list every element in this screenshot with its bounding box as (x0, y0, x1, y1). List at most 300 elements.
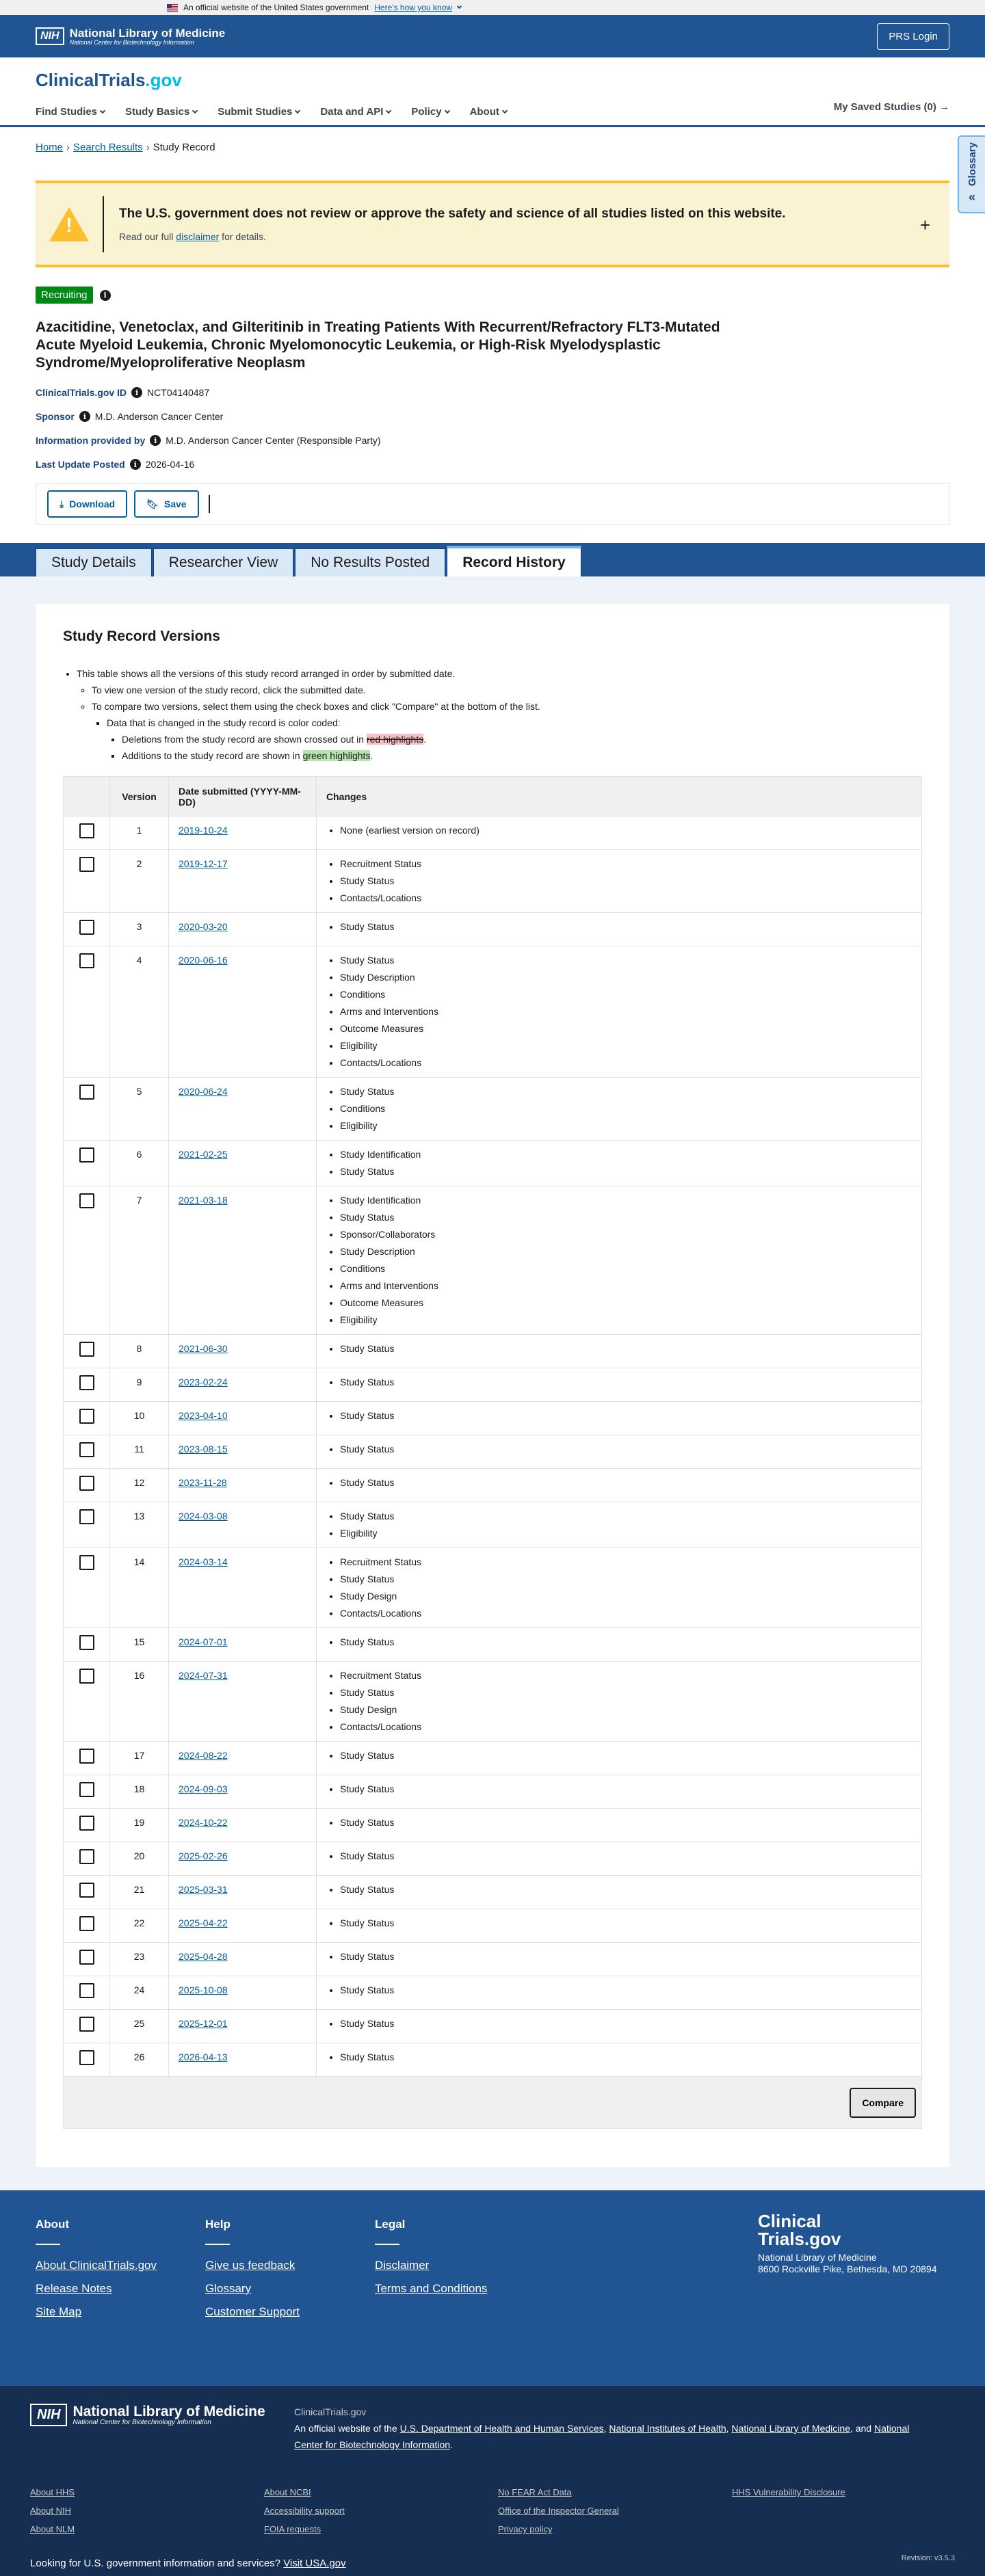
nav-item-label: About (469, 106, 499, 118)
changes-cell (317, 1368, 922, 1402)
version-checkbox[interactable] (79, 953, 94, 968)
date-cell (169, 1976, 317, 2010)
table-row (64, 1141, 922, 1186)
info-provided-label: Information provided by (36, 435, 146, 446)
compare-instr-text: To compare two versions, select them using the check boxes and click "Compare" at the bottom of the list. (92, 701, 540, 712)
version-date-link[interactable]: 2021-03-18 (179, 1195, 228, 1206)
study-meta (0, 372, 985, 470)
revision-text: Revision: v3.5.3 (901, 2554, 955, 2562)
change-item: • Study Status (340, 2049, 912, 2066)
changes-cell (317, 1842, 922, 1876)
sponsor-value: M.D. Anderson Cancer Center (94, 411, 224, 422)
nih-logo-icon: NIH (36, 27, 64, 45)
footer-link-release-notes[interactable]: Release Notes (36, 2282, 112, 2295)
info-icon[interactable]: i (150, 435, 161, 446)
changes-cell (317, 1141, 922, 1186)
version-number: 16 (110, 1662, 169, 1742)
changes-cell (317, 1976, 922, 2010)
footer-logo-line2: Trials.gov (758, 2229, 841, 2249)
link-about-nih[interactable]: About NIH (30, 2506, 71, 2516)
meta-info-row (36, 435, 949, 446)
hhs-link[interactable]: U.S. Department of Health and Human Services (399, 2423, 604, 2434)
changes-cell (317, 1662, 922, 1742)
version-checkbox[interactable] (79, 920, 94, 935)
changes-cell (317, 1186, 922, 1335)
change-item: • Eligibility (340, 1037, 912, 1054)
chevrons-left-icon: « (968, 190, 975, 204)
link-about-nlm[interactable]: About NLM (30, 2524, 75, 2534)
nlm-link[interactable]: National Library of Medicine (731, 2423, 850, 2434)
select-cell (64, 1628, 110, 1662)
version-date-link[interactable]: 2024-03-08 (179, 1511, 228, 1522)
meta-update-row (36, 459, 949, 470)
version-number: 24 (110, 1976, 169, 2010)
change-item: • Study Status (340, 1948, 912, 1965)
glossary-label: Glossary (966, 142, 978, 187)
version-date-link[interactable]: 2020-03-20 (179, 921, 228, 932)
change-item: • Study Status (340, 1634, 912, 1651)
study-tabs (0, 543, 985, 576)
footer-link-site-map[interactable]: Site Map (36, 2305, 82, 2318)
version-date-link[interactable]: 2025-04-28 (179, 1951, 228, 1962)
date-cell (169, 1435, 317, 1469)
nav-item[interactable] (320, 106, 391, 118)
date-cell (169, 1186, 317, 1335)
change-item: • Study Description (340, 1243, 912, 1260)
change-item: • Contacts/Locations (340, 1718, 912, 1736)
changes-cell (317, 946, 922, 1078)
update-value: 2026-04-16 (145, 459, 195, 470)
change-item: • Study Status (340, 1982, 912, 1999)
version-number: 19 (110, 1809, 169, 1842)
footer2-ct: ClinicalTrials.gov (294, 2406, 367, 2417)
changes-cell (317, 1775, 922, 1809)
us-flag-icon (167, 4, 178, 12)
select-cell (64, 946, 110, 1078)
date-cell (169, 1548, 317, 1628)
download-label: Download (69, 499, 116, 509)
version-date-link[interactable]: 2025-12-01 (179, 2018, 228, 2029)
select-cell (64, 1186, 110, 1335)
sponsor-label: Sponsor (36, 411, 75, 422)
address-line2: 8600 Rockville Pike, Bethesda, MD 20894 (758, 2263, 937, 2274)
footer-link-support[interactable]: Customer Support (205, 2305, 300, 2318)
select-cell (64, 913, 110, 946)
info-icon[interactable]: i (100, 290, 111, 301)
version-date-link[interactable]: 2023-02-24 (179, 1377, 228, 1387)
record-history-section (0, 576, 985, 2190)
download-button[interactable] (47, 490, 127, 518)
version-date-link[interactable]: 2021-02-25 (179, 1149, 228, 1160)
warning-icon (49, 207, 89, 241)
change-item: • Study Status (340, 1163, 912, 1180)
change-item: • Study Status (340, 952, 912, 969)
date-cell (169, 2010, 317, 2043)
select-cell (64, 1548, 110, 1628)
red-highlight-sample: red highlights (366, 734, 424, 745)
study-title: Azacitidine, Venetoclax, and Gilteritinib in Treating Patients With Recurrent/Refractory FLT3-Mutated Acute Myeloid Leukemia, Chronic Myelomonocytic Leukemia, or High-Risk Myelodysplastic Syndrome/Myeloproliferative Neoplasm (36, 319, 720, 371)
version-checkbox[interactable] (79, 1342, 94, 1357)
version-date-link[interactable]: 2024-09-03 (179, 1783, 228, 1794)
instr-intro (77, 665, 922, 764)
version-checkbox[interactable] (79, 1375, 94, 1390)
changes-cell (317, 1909, 922, 1943)
footer-logo[interactable] (758, 2212, 956, 2248)
arrow-right-icon: → (939, 101, 949, 113)
date-cell (169, 816, 317, 850)
change-item: • Study Status (340, 1340, 912, 1357)
version-checkbox[interactable] (79, 2017, 94, 2032)
nlm-footer-logo[interactable] (30, 2404, 294, 2426)
select-cell (64, 1809, 110, 1842)
table-row (64, 1435, 922, 1469)
version-date-link[interactable]: 2024-07-01 (179, 1636, 228, 1647)
version-checkbox[interactable] (79, 1509, 94, 1524)
meta-id-row (36, 387, 949, 398)
select-cell (64, 1402, 110, 1435)
version-date-link[interactable]: 2025-02-26 (179, 1850, 228, 1861)
change-item: • Contacts/Locations (340, 1054, 912, 1072)
breadcrumb-search-results[interactable]: Search Results (73, 142, 143, 153)
instr-compare (92, 698, 922, 764)
version-checkbox[interactable] (79, 1442, 94, 1457)
date-cell (169, 1078, 317, 1141)
version-date-link[interactable]: 2024-07-31 (179, 1670, 228, 1681)
date-cell (169, 1469, 317, 1502)
change-item: • Study Status (340, 1915, 912, 1932)
change-item: • Study Status (340, 873, 912, 890)
meta-sponsor-row (36, 411, 949, 422)
version-date-link[interactable]: 2023-11-28 (179, 1477, 227, 1488)
nih-link[interactable]: National Institutes of Health (609, 2423, 726, 2434)
version-checkbox[interactable] (79, 2050, 94, 2065)
date-cell (169, 1842, 317, 1876)
version-number: 21 (110, 1876, 169, 1909)
changes-cell (317, 1435, 922, 1469)
version-number: 25 (110, 2010, 169, 2043)
tab-study-details[interactable]: Study Details (36, 548, 152, 576)
version-date-link[interactable]: 2023-04-10 (179, 1410, 228, 1421)
tab-record-history[interactable]: Record History (447, 546, 581, 576)
table-row (64, 1502, 922, 1548)
version-number: 13 (110, 1502, 169, 1548)
versions-table (63, 776, 922, 2129)
version-checkbox[interactable] (79, 1849, 94, 1864)
version-number: 10 (110, 1402, 169, 1435)
compare-button[interactable]: Compare (850, 2088, 916, 2118)
change-item: • Study Status (340, 1374, 912, 1391)
site-header (0, 57, 985, 127)
footer-link-terms[interactable]: Terms and Conditions (375, 2282, 488, 2295)
gov-banner (0, 0, 985, 15)
change-item: • Study Status (340, 1814, 912, 1831)
link-hhs-vulnerability[interactable]: HHS Vulnerability Disclosure (732, 2487, 845, 2497)
table-row (64, 2043, 922, 2077)
version-number: 8 (110, 1335, 169, 1368)
change-item: • Eligibility (340, 1312, 912, 1329)
footer-link-glossary[interactable]: Glossary (205, 2282, 252, 2295)
select-cell (64, 1775, 110, 1809)
version-checkbox[interactable] (79, 1983, 94, 1998)
version-date-link[interactable]: 2021-06-30 (179, 1343, 228, 1354)
tab-no-results-posted[interactable]: No Results Posted (295, 548, 445, 576)
footer-link-feedback[interactable]: Give us feedback (205, 2259, 296, 2272)
update-label: Last Update Posted (36, 459, 125, 470)
version-checkbox[interactable] (79, 1916, 94, 1931)
version-number: 20 (110, 1842, 169, 1876)
version-date-link[interactable]: 2020-06-24 (179, 1086, 228, 1097)
version-checkbox[interactable] (79, 857, 94, 872)
version-checkbox[interactable] (79, 1409, 94, 1424)
chevron-down-icon (295, 107, 300, 113)
footer-address (758, 2212, 956, 2275)
select-cell (64, 1502, 110, 1548)
intro-text: This table shows all the versions of this study record arranged in order by submitted date. (77, 668, 456, 679)
change-item: • Study Design (340, 1588, 912, 1605)
status-row (0, 267, 985, 304)
date-cell (169, 1335, 317, 1368)
change-item: • Outcome Measures (340, 1020, 912, 1037)
date-cell (169, 1909, 317, 1943)
link-about-hhs[interactable]: About HHS (30, 2487, 75, 2497)
site-footer (0, 2190, 985, 2386)
nav-item[interactable] (36, 106, 105, 118)
address-line1: National Library of Medicine (758, 2252, 877, 2263)
table-row (64, 1548, 922, 1628)
version-number: 4 (110, 946, 169, 1078)
logo-main-text: ClinicalTrials (36, 70, 146, 90)
save-button[interactable] (134, 490, 198, 518)
change-item: • Study Identification (340, 1192, 912, 1209)
version-date-link[interactable]: 2025-03-31 (179, 1884, 228, 1895)
expand-plus-icon[interactable]: + (919, 215, 930, 235)
select-cell (64, 2043, 110, 2077)
change-item: • Study Status (340, 1508, 912, 1525)
date-cell (169, 1775, 317, 1809)
breadcrumb (0, 127, 985, 153)
version-date-link[interactable]: 2023-08-15 (179, 1444, 228, 1455)
link-accessibility[interactable]: Accessibility support (264, 2506, 345, 2516)
changes-cell (317, 1809, 922, 1842)
how-you-know-link[interactable]: Here's how you know (374, 3, 452, 12)
usa-gov-link[interactable]: Visit USA.gov (283, 2558, 346, 2569)
footer-legal (375, 2218, 544, 2328)
change-item: • None (earliest version on record) (340, 822, 912, 839)
nih-logo-icon: NIH (30, 2404, 67, 2426)
version-checkbox[interactable] (79, 1883, 94, 1898)
select-cell (64, 1909, 110, 1943)
green-highlight-sample: green highlights (302, 750, 371, 761)
change-item: • Conditions (340, 986, 912, 1003)
changes-cell (317, 816, 922, 850)
select-cell (64, 1368, 110, 1402)
footer-link-about-ct[interactable]: About ClinicalTrials.gov (36, 2259, 157, 2272)
official-site-text: ClinicalTrials.gov An official website of the U.S. Department of Health and Human Services, National Institutes of Health, National Library of Medicine, and National Center for Biotechnology Information. (294, 2404, 930, 2453)
link-privacy[interactable]: Privacy policy (498, 2524, 553, 2534)
date-cell (169, 1809, 317, 1842)
change-item: • Study Status (340, 1684, 912, 1701)
alert-text-after: for details. (219, 230, 266, 242)
version-checkbox[interactable] (79, 1193, 94, 1208)
glossary-toggle[interactable] (958, 135, 985, 213)
version-number: 15 (110, 1628, 169, 1662)
version-number: 1 (110, 816, 169, 850)
version-checkbox[interactable] (79, 1635, 94, 1650)
select-cell (64, 1742, 110, 1775)
version-date-link[interactable]: 2019-12-17 (179, 858, 228, 869)
date-cell (169, 1876, 317, 1909)
table-row (64, 1943, 922, 1976)
instr-deletions: ▪ Deletions from the study record are shown crossed out in red highlights. (122, 731, 922, 747)
change-item: • Study Status (340, 1571, 912, 1588)
version-number: 2 (110, 850, 169, 913)
version-date-link[interactable]: 2026-04-13 (179, 2051, 228, 2062)
version-checkbox[interactable] (79, 823, 94, 838)
nav-item[interactable] (411, 106, 449, 118)
changes-cell (317, 1876, 922, 1909)
link-no-fear[interactable]: No FEAR Act Data (498, 2487, 572, 2497)
chevron-down-icon (100, 107, 105, 113)
info-icon[interactable]: i (131, 387, 142, 398)
nlm-title: National Library of Medicine (69, 26, 226, 40)
logo-suffix-text: .gov (145, 70, 182, 90)
divider (209, 495, 210, 513)
version-date-link[interactable]: 2025-04-22 (179, 1917, 228, 1928)
nav-item-label: Submit Studies (218, 106, 293, 118)
link-foia[interactable]: FOIA requests (264, 2524, 321, 2534)
version-checkbox[interactable] (79, 1669, 94, 1684)
save-label: Save (163, 499, 187, 509)
changes-cell (317, 913, 922, 946)
ncbi-link[interactable]: National Center for Biotechnology Information (294, 2423, 910, 2450)
date-cell (169, 1628, 317, 1662)
breadcrumb-home[interactable]: Home (36, 142, 64, 153)
table-row (64, 816, 922, 850)
table-row (64, 1909, 922, 1943)
version-date-link[interactable]: 2019-10-24 (179, 825, 228, 836)
version-checkbox[interactable] (79, 1555, 94, 1570)
main-nav (36, 106, 949, 118)
date-cell (169, 1662, 317, 1742)
version-number: 3 (110, 913, 169, 946)
table-row (64, 1742, 922, 1775)
footer-legal-heading: Legal (375, 2218, 406, 2231)
and-text: and (855, 2423, 872, 2434)
date-cell (169, 1943, 317, 1976)
footer-about (36, 2218, 205, 2328)
change-item: • Study Status (340, 1881, 912, 1898)
nlm-logo[interactable] (36, 27, 225, 46)
nav-item[interactable] (218, 106, 300, 118)
table-footer-row (64, 2077, 922, 2129)
changes-cell (317, 2043, 922, 2077)
link-about-ncbi[interactable]: About NCBI (264, 2487, 311, 2497)
change-item: • Study Identification (340, 1146, 912, 1163)
chevron-right-icon: › (66, 142, 70, 153)
disclaimer-link[interactable]: disclaimer (176, 230, 220, 242)
table-row (64, 946, 922, 1078)
table-row (64, 1842, 922, 1876)
version-number: 5 (110, 1078, 169, 1141)
info-icon[interactable]: i (79, 411, 90, 422)
change-item: • Recruitment Status (340, 1667, 912, 1684)
nav-item[interactable] (470, 106, 507, 118)
select-cell (64, 850, 110, 913)
disclaimer-alert (36, 181, 949, 267)
tab-researcher-view[interactable]: Researcher View (153, 548, 294, 576)
version-number: 23 (110, 1943, 169, 1976)
chevron-down-icon (192, 107, 198, 113)
my-saved-studies-link[interactable] (834, 101, 949, 113)
footer-link-disclaimer[interactable]: Disclaimer (375, 2259, 430, 2272)
nav-item[interactable] (125, 106, 197, 118)
change-item: • Study Description (340, 969, 912, 986)
version-checkbox[interactable] (79, 1749, 94, 1764)
breadcrumb-current: Study Record (153, 142, 215, 153)
version-number: 18 (110, 1775, 169, 1809)
changes-cell (317, 2010, 922, 2043)
select-cell (64, 1842, 110, 1876)
version-checkbox[interactable] (79, 1085, 94, 1100)
table-row (64, 1186, 922, 1335)
date-cell (169, 1141, 317, 1186)
select-cell (64, 816, 110, 850)
additions-text: Additions to the study record are shown in (122, 750, 303, 761)
version-checkbox[interactable] (79, 1782, 94, 1797)
table-row (64, 1469, 922, 1502)
saved-studies-label: My Saved Studies (0) (833, 101, 936, 113)
version-date-link[interactable]: 2024-10-22 (179, 1817, 228, 1828)
nlm-header (0, 15, 985, 57)
change-item: • Study Status (340, 1474, 912, 1491)
change-item: • Conditions (340, 1260, 912, 1277)
info-icon[interactable]: i (130, 459, 141, 470)
gov-banner-text: An official website of the United States government (183, 3, 369, 12)
version-date-link[interactable]: 2024-03-14 (179, 1556, 228, 1567)
select-cell (64, 1976, 110, 2010)
changes-cell (317, 1943, 922, 1976)
nav-item-label: Data and API (320, 106, 384, 118)
nav-item-label: Study Basics (125, 106, 190, 118)
change-item: • Conditions (340, 1100, 912, 1117)
version-checkbox[interactable] (79, 1147, 94, 1163)
version-number: 6 (110, 1141, 169, 1186)
bookmark-icon: 🔖︎ (146, 498, 159, 509)
chevron-right-icon: › (146, 142, 150, 153)
version-date-link[interactable]: 2024-08-22 (179, 1750, 228, 1761)
deletions-text: Deletions from the study record are shown crossed out in (122, 734, 367, 745)
changes-cell (317, 1502, 922, 1548)
table-row (64, 1628, 922, 1662)
col-date: Date submitted (YYYY-MM-DD) (169, 777, 317, 816)
study-id: NCT04140487 (147, 387, 210, 398)
col-changes: Changes (317, 777, 922, 816)
prs-login-button[interactable]: PRS Login (877, 23, 949, 50)
version-number: 12 (110, 1469, 169, 1502)
clinicaltrials-logo[interactable] (36, 70, 949, 91)
version-checkbox[interactable] (79, 1476, 94, 1491)
versions-heading: Study Record Versions (63, 628, 220, 644)
change-item: • Study Status (340, 1441, 912, 1458)
date-cell (169, 1742, 317, 1775)
version-checkbox[interactable] (79, 1816, 94, 1831)
footer2-links (30, 2487, 955, 2534)
version-checkbox[interactable] (79, 1950, 94, 1965)
link-inspector-general[interactable]: Office of the Inspector General (498, 2506, 619, 2516)
select-cell (64, 1335, 110, 1368)
version-date-link[interactable]: 2025-10-08 (179, 1984, 228, 1995)
version-date-link[interactable]: 2020-06-16 (179, 955, 228, 966)
